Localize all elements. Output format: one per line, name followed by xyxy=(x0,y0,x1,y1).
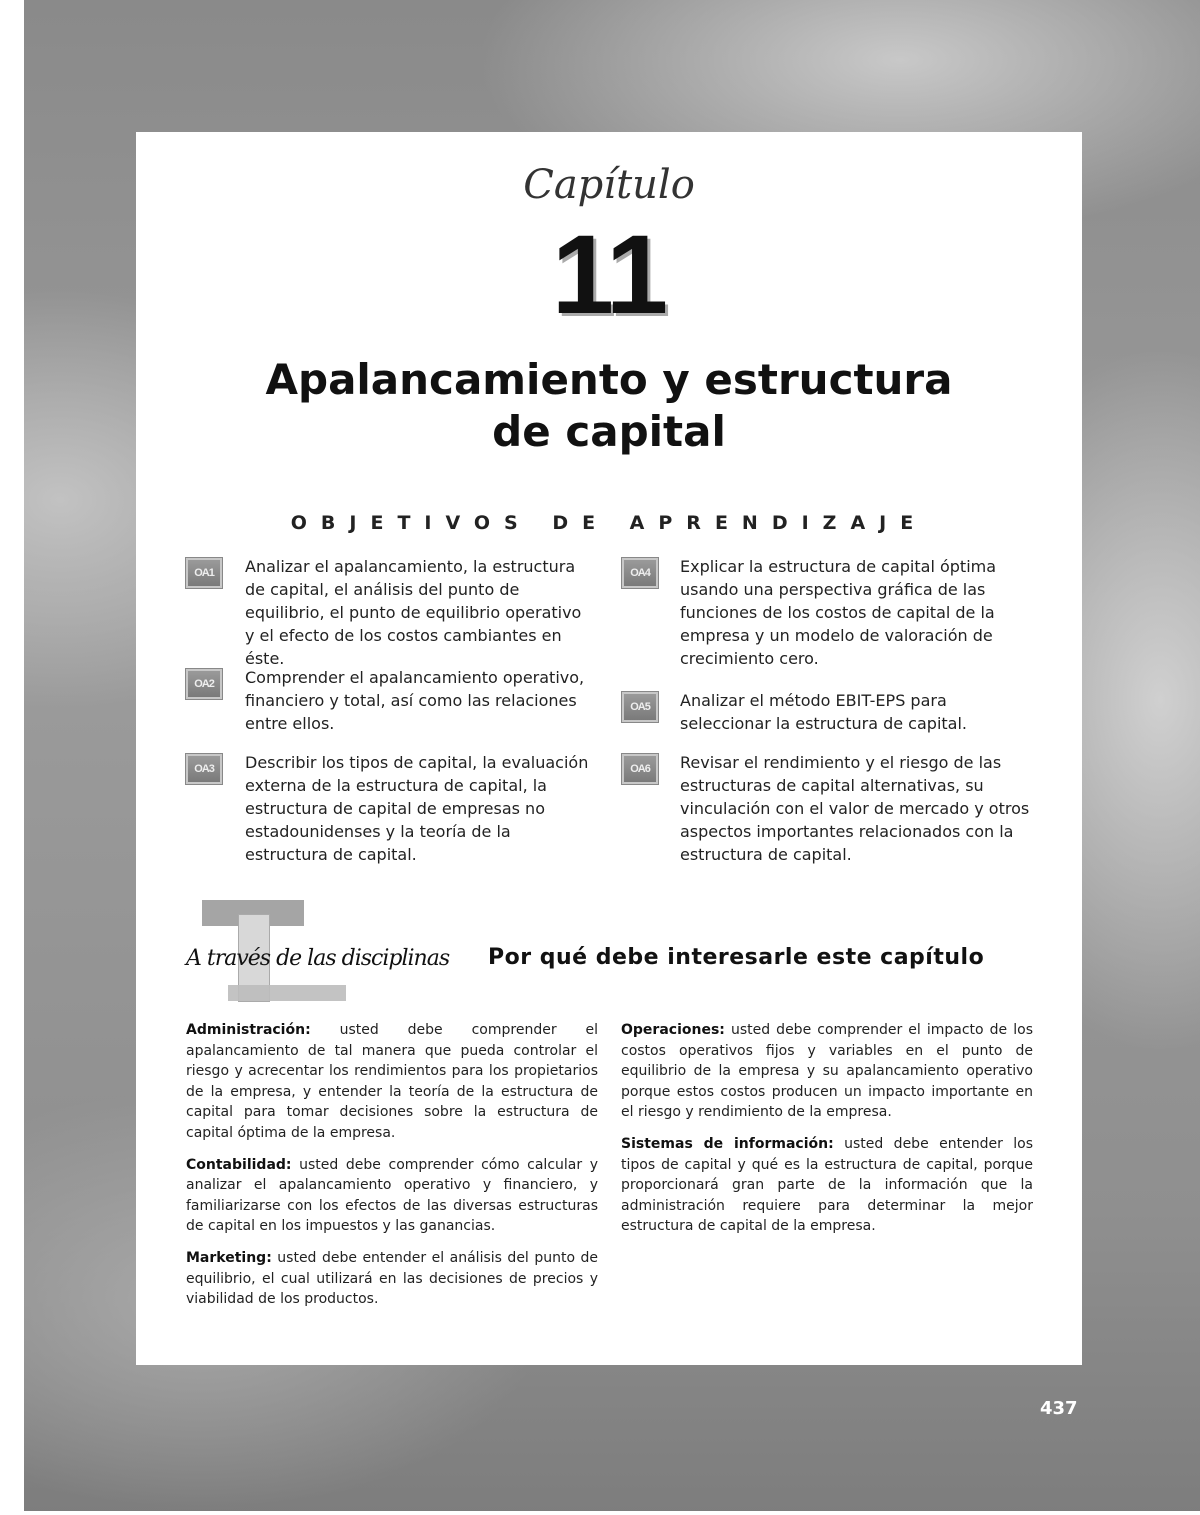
objective-item xyxy=(186,666,596,736)
objective-text: Comprender el apalancamiento operativo, financiero y total, así como las relaciones entre ellos. xyxy=(245,668,585,733)
discipline-text: usted debe comprender el impacto de los costos operativos fijos y variables en el punto de equilibrio de la empresa y su apalancamiento operativo porque estos costos producen un impacto importante en el riesgo y rendimiento de la empresa. xyxy=(621,1022,1033,1121)
discipline-paragraph xyxy=(186,1155,598,1237)
page-bottom-margin xyxy=(0,1511,1200,1515)
objective-badge: OA2 xyxy=(186,669,222,699)
chapter-title-line1: Apalancamiento y estructura xyxy=(265,355,953,404)
objective-item xyxy=(186,555,596,668)
objective-text: Analizar el método EBIT-EPS para seleccionar la estructura de capital. xyxy=(680,691,967,733)
chapter-title xyxy=(136,354,1082,458)
objective-badge: OA4 xyxy=(622,558,658,588)
discipline-paragraph xyxy=(621,1020,1033,1123)
objective-text: Analizar el apalancamiento, la estructura de capital, el análisis del punto de equilibrio, el punto de equilibrio operativo y el efecto de los costos cambiantes en éste. xyxy=(245,557,582,668)
disciplines-header xyxy=(186,892,1046,1002)
discipline-text: usted debe comprender el apalancamiento de tal manera que pueda controlar el riesgo y acrecentar los rendimientos para los propietarios de la empresa, y entender la teoría de la estructura de capital para tomar decisiones sobre la estructura de capital óptima de la empresa. xyxy=(186,1022,598,1141)
discipline-label: Sistemas de información: xyxy=(621,1135,834,1152)
objective-badge: OA3 xyxy=(186,754,222,784)
page-left-margin xyxy=(0,0,24,1515)
discipline-paragraph xyxy=(186,1020,598,1144)
objectives-heading: OBJETIVOS DE APRENDIZAJE xyxy=(290,512,928,534)
disciplines-left-column xyxy=(186,1020,598,1321)
discipline-label: Operaciones: xyxy=(621,1022,725,1038)
chapter-opener-panel xyxy=(136,132,1082,1365)
discipline-paragraph xyxy=(186,1248,598,1310)
objective-item xyxy=(622,751,1042,871)
discipline-text: usted debe comprender cómo calcular y analizar el apalancamiento operativo y financiero, y familiarizarse con los efectos de las diversas estructuras de capital en los impuestos y las ganancias. xyxy=(186,1156,598,1235)
objective-badge: OA5 xyxy=(622,692,658,722)
discipline-label: Marketing: xyxy=(186,1249,272,1266)
objective-item xyxy=(622,689,1042,739)
discipline-label: Administración: xyxy=(186,1022,311,1038)
disciplines-script-label: A través de las disciplinas xyxy=(186,946,450,971)
page-number: 437 xyxy=(1040,1398,1078,1419)
discipline-text: usted debe entender el análisis del punto de equilibrio, el cual utilizará en las decisiones de precios y viabilidad de los productos. xyxy=(186,1249,598,1308)
objective-text: Explicar la estructura de capital óptima usando una perspectiva gráfica de las funciones de los costos de capital de la empresa y un modelo de valoración de crecimiento cero. xyxy=(680,557,997,668)
objective-badge: OA6 xyxy=(622,754,658,784)
discipline-text: usted debe entender los tipos de capital y qué es la estructura de capital, porque proporcionará gran parte de la información que la administración requiere para determinar la mejor estructura de capital de la empresa. xyxy=(621,1135,1033,1235)
i-logo-bottom-bar xyxy=(228,985,346,1001)
chapter-label: Capítulo xyxy=(523,162,695,208)
objective-text: Describir los tipos de capital, la evaluación externa de la estructura de capital, la estructura de capital de empresas no estadounidenses y la teoría de la estructura de capital. xyxy=(245,753,589,864)
objective-badge: OA1 xyxy=(186,558,222,588)
disciplines-right-column xyxy=(621,1020,1033,1248)
chapter-number: 11 xyxy=(551,212,667,337)
chapter-title-line2: de capital xyxy=(492,407,726,456)
disciplines-title: Por qué debe interesarle este capítulo xyxy=(488,945,985,970)
objective-text: Revisar el rendimiento y el riesgo de las estructuras de capital alternativas, su vinculación con el valor de mercado y otros aspectos importantes relacionados con la estructura de capital. xyxy=(680,753,1030,864)
objective-item xyxy=(186,751,596,871)
discipline-paragraph xyxy=(621,1134,1033,1237)
objective-item xyxy=(622,555,1042,675)
discipline-label: Contabilidad: xyxy=(186,1156,292,1173)
